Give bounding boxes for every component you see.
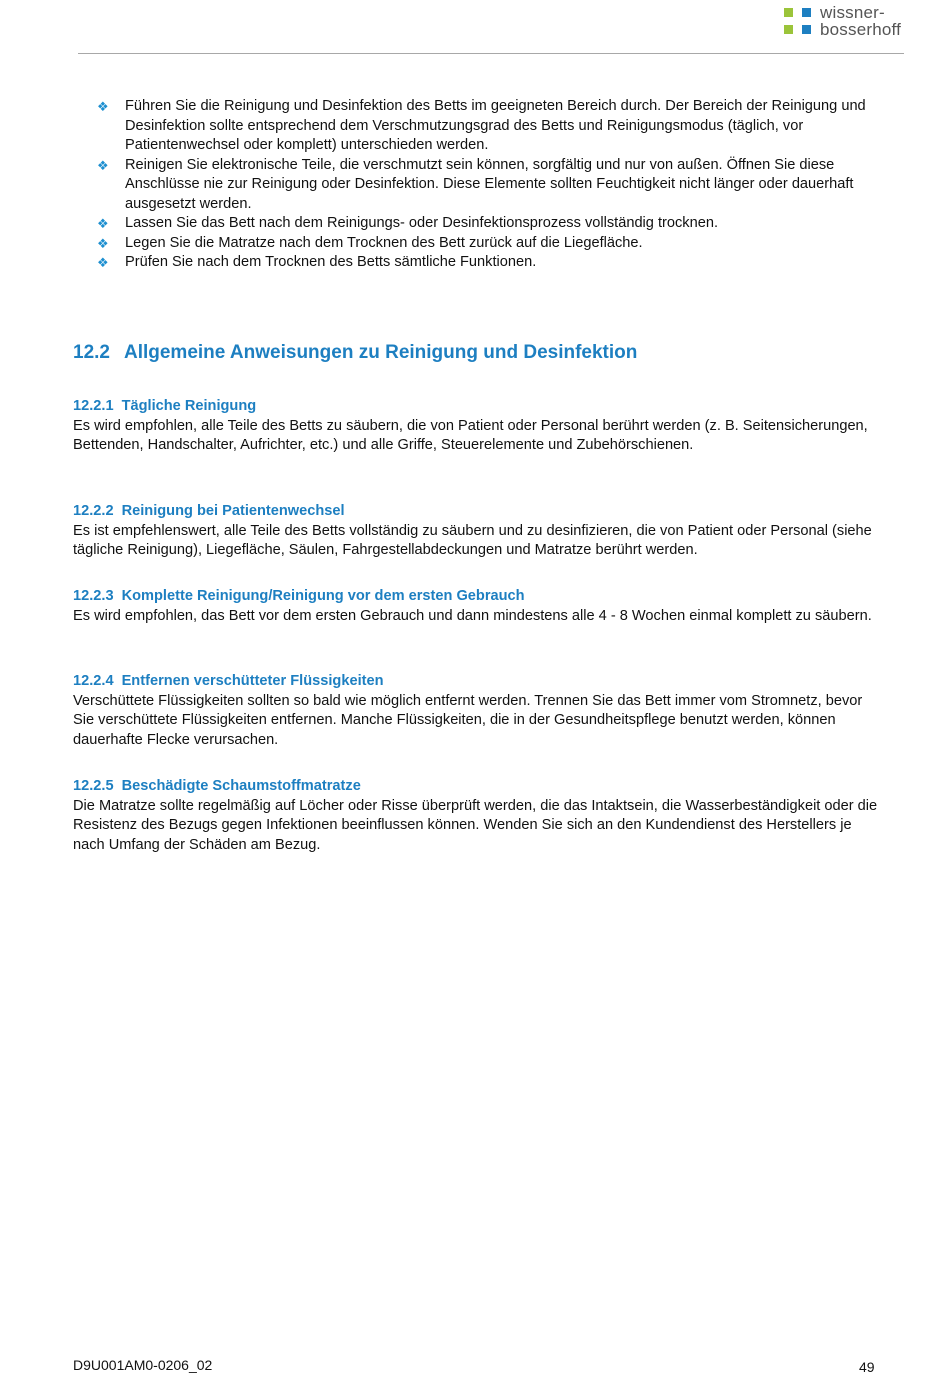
subsection-title: Reinigung bei Patientenwechsel xyxy=(121,503,345,519)
list-item-text: Reinigen Sie elektronische Teile, die verschmutzt sein können, sorgfältig und nur von außen. Öffnen Sie diese Anschlüsse nie zur Reinigung oder Desinfektion. Diese Elemente sollten Feuchtigkeit nicht länger oder dauerhaft ausgesetzt werden. xyxy=(125,156,854,212)
subsection-spilled-liquids xyxy=(73,672,883,750)
subsection-number: 12.2.3 xyxy=(73,588,114,604)
subsection-title: Entfernen verschütteter Flüssigkeiten xyxy=(121,673,384,689)
diamond-bullet-icon: ❖ xyxy=(97,216,109,231)
subsection-complete-cleaning xyxy=(73,587,883,626)
logo-blue-square-icon xyxy=(802,8,811,17)
logo-green-square-icon xyxy=(784,8,793,17)
subsection-heading xyxy=(73,397,883,417)
subsection-heading xyxy=(73,672,883,692)
subsection-title: Komplette Reinigung/Reinigung vor dem ersten Gebrauch xyxy=(121,588,525,604)
subsection-text: Es ist empfehlenswert, alle Teile des Betts vollständig zu säubern und zu desinfizieren, die von Patient oder Personal (siehe tägliche Reinigung), Liegefläche, Säulen, Fahrgestellabdeckungen und Matratze berührt werden. xyxy=(73,522,872,558)
brand-logo xyxy=(784,4,901,38)
subsection-heading xyxy=(73,777,883,797)
subsection-number: 12.2.5 xyxy=(73,778,114,794)
list-item xyxy=(97,97,887,156)
logo-green-square-icon xyxy=(784,25,793,34)
subsection-heading xyxy=(73,587,883,607)
subsection-text: Es wird empfohlen, alle Teile des Betts zu säubern, die von Patient oder Personal berührt werden (z. B. Seitensicherungen, Bettenden, Handschalter, Aufrichter, etc.) und alle Griffe, Steuerelemente und Zubehörschienen. xyxy=(73,417,868,453)
subsection-number: 12.2.2 xyxy=(73,503,114,519)
list-item xyxy=(97,214,887,234)
diamond-bullet-icon: ❖ xyxy=(97,255,109,270)
document-id: D9U001AM0-0206_02 xyxy=(73,1357,213,1373)
section-title: Allgemeine Anweisungen zu Reinigung und Desinfektion xyxy=(123,342,638,363)
subsection-text: Verschüttete Flüssigkeiten sollten so bald wie möglich entfernt werden. Trennen Sie das Bett immer vom Stromnetz, bevor Sie verschüttete Flüssigkeiten entfernen. Manche Flüssigkeiten, die in der Gesundheitspflege benutzt werden, können dauerhafte Flecke verursachen. xyxy=(73,692,863,748)
list-item xyxy=(97,156,887,215)
section-heading xyxy=(73,342,637,364)
subsection-heading xyxy=(73,502,883,522)
header-divider xyxy=(78,53,904,54)
subsection-daily-cleaning xyxy=(73,397,883,456)
subsection-patient-change xyxy=(73,502,883,561)
subsection-text: Es wird empfohlen, das Bett vor dem ersten Gebrauch und dann mindestens alle 4 - 8 Wochen einmal komplett zu säubern. xyxy=(73,607,872,624)
diamond-bullet-icon: ❖ xyxy=(97,157,109,173)
subsection-title: Tägliche Reinigung xyxy=(121,398,257,414)
subsection-text: Die Matratze sollte regelmäßig auf Löcher oder Risse überprüft werden, die das Intaktsein, die Wasserbeständigkeit oder die Resistenz des Bezugs gegen Infektionen beeinflussen können. Wenden Sie sich an den Kundendienst des Herstellers je nach Umfang der Schäden am Bezug. xyxy=(73,797,878,853)
logo-text-line2: bosserhoff xyxy=(820,20,902,39)
diamond-bullet-icon: ❖ xyxy=(97,99,109,114)
list-item xyxy=(97,253,887,273)
list-item-text: Legen Sie die Matratze nach dem Trocknen des Bett zurück auf die Liegefläche. xyxy=(125,234,643,251)
logo-text-line1: wissner- xyxy=(820,3,885,22)
section-number: 12.2 xyxy=(73,342,110,363)
subsection-title: Beschädigte Schaumstoffmatratze xyxy=(121,778,361,794)
diamond-bullet-icon: ❖ xyxy=(97,235,109,251)
list-item-text: Führen Sie die Reinigung und Desinfektion des Betts im geeigneten Bereich durch. Der Bereich der Reinigung und Desinfektion sollte entsprechend dem Verschmutzungsgrad des Betts und Reinigungsmodus (täglich, vor Patientenwechsel oder komplett) unterschieden werden. xyxy=(125,98,866,153)
list-item-text: Prüfen Sie nach dem Trocknen des Betts sämtliche Funktionen. xyxy=(125,254,537,270)
subsection-damaged-mattress xyxy=(73,777,883,855)
subsection-number: 12.2.1 xyxy=(73,398,114,414)
list-item-text: Lassen Sie das Bett nach dem Reinigungs- oder Desinfektionsprozess vollständig trocknen. xyxy=(125,215,718,231)
subsection-number: 12.2.4 xyxy=(73,673,114,689)
instruction-list xyxy=(97,97,887,273)
logo-blue-square-icon xyxy=(802,25,811,34)
list-item xyxy=(97,234,887,254)
page-number: 49 xyxy=(859,1359,875,1375)
